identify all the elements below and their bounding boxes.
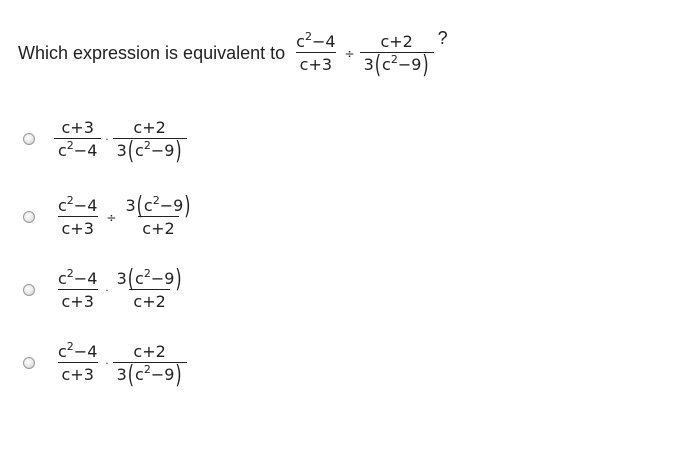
- radio-button[interactable]: [23, 284, 35, 296]
- option-expression: $\frac{c^2-4}{c+3}$ · $\frac{3(c^2-9)}{c+2}$: [58, 263, 182, 311]
- option-expression: $\frac{c^2-4}{c+3}$ ÷ $\frac{3(c^2-9)}{c+2}$: [58, 190, 191, 238]
- option-expression: $\frac{c+3}{c^2-4}$ · $\frac{c+2}{3(c^2-9)}$: [52, 118, 189, 160]
- answer-option-1[interactable]: [23, 118, 189, 166]
- option-expression: $\frac{c^2-4}{c+3}$ · $\frac{c+2}{3(c^2-9)}$: [52, 342, 189, 384]
- question-operator: ÷: [344, 46, 355, 61]
- question-fraction-1: $\frac{c^2-4}{c+3}$: [296, 29, 336, 74]
- answer-option-2[interactable]: [23, 190, 198, 238]
- question-text: [18, 22, 448, 84]
- radio-button[interactable]: [23, 211, 35, 223]
- answer-option-3[interactable]: [23, 263, 189, 311]
- answer-option-4[interactable]: [23, 339, 189, 390]
- question-expression: [290, 29, 436, 80]
- question-fraction-2: $\frac{c+2}{3(c^2-9)}$: [360, 32, 434, 74]
- radio-button[interactable]: [23, 357, 35, 369]
- radio-button[interactable]: [23, 133, 35, 145]
- question-mark: ?: [437, 28, 448, 48]
- question-prefix: Which expression is equivalent to: [18, 42, 286, 63]
